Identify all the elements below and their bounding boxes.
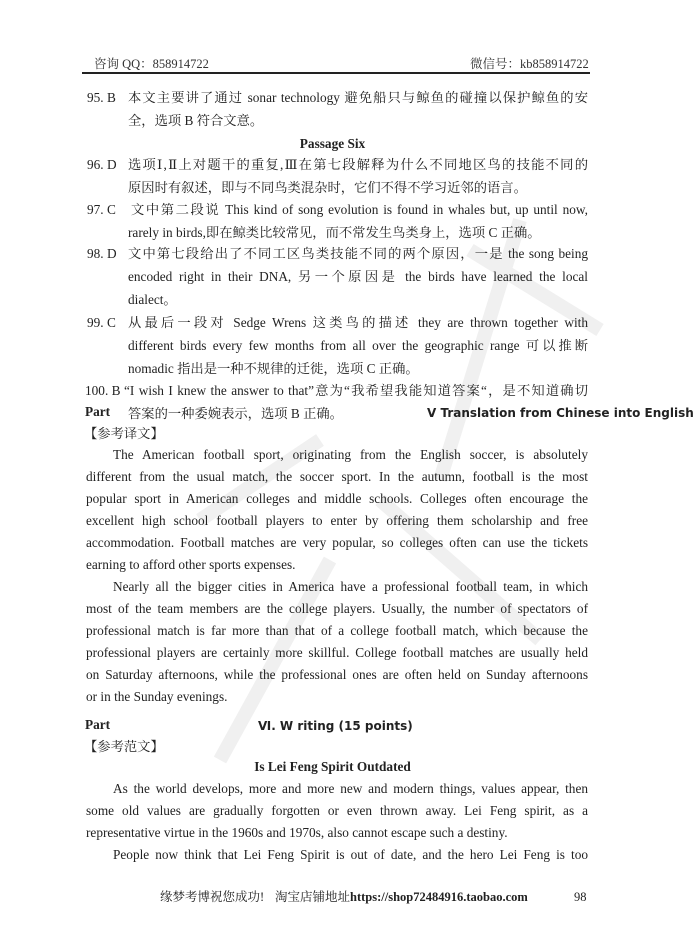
answer-number: 98. D	[87, 246, 117, 261]
reference-label: 【参考译文】	[84, 426, 164, 441]
answer-number: 95. B	[87, 90, 116, 105]
text-line: excellent high school football players to enter by offering them scholarship and free	[86, 513, 588, 528]
answer-line: nomadic 指出是一种不规律的迁徙，选项 C 正确。	[128, 361, 419, 376]
answer-line: 选项Ⅰ,Ⅱ上对题干的重复,Ⅲ在第七段解释为什么不同地区鸟的技能不同的	[128, 157, 588, 172]
answer-line: 文中第二段说 This kind of song evolution is found in whales but, up until now,	[131, 202, 588, 217]
header-contact-qq: 咨询 QQ：858914722	[94, 57, 209, 71]
answer-line: 文中第七段给出了不同工区鸟类技能不同的两个原因，一是 the song being	[128, 246, 588, 261]
text-line: professional players are certainly more skillful. College football matches are usually held	[86, 645, 588, 660]
text-line: earning to afford other sports expenses.	[86, 557, 296, 572]
part-title: Ⅴ Translation from Chinese into English	[427, 406, 694, 420]
footer-slogan: 缘梦考博祝您成功!	[160, 890, 265, 904]
header-contact-wechat: 微信号：kb858914722	[470, 57, 589, 71]
answer-line: rarely in birds,即在鲸类比较常见，而不常发生鸟类身上，选项 C 正确。	[128, 225, 541, 240]
text-line: The American football sport, originating from the English soccer, is absolutely	[113, 447, 588, 462]
part-label: Part	[85, 404, 111, 419]
answer-number: 99. C	[87, 315, 116, 330]
section-title-passage-six: Passage Six	[299, 136, 366, 151]
answer-line: dialect。	[128, 292, 177, 307]
answer-line: 答案的一种委婉表示，选项 B 正确。	[128, 406, 343, 421]
part-label: Part	[85, 717, 111, 732]
answer-line: 从最后一段对 Sedge Wrens 这类鸟的描述 they are thrown together with	[128, 315, 588, 330]
text-line: some old values are gradually forgotten or even thrown away. Lei Feng spirit, as a	[86, 803, 588, 818]
text-line: on Saturday afternoons, while the professional ones are often held on Sunday afternoons	[86, 667, 588, 682]
answer-number: 96. D	[87, 157, 117, 172]
answer-line: 全，选项 B 符合文意。	[128, 113, 264, 128]
answer-line: encoded right in their DNA, 另一个原因是 the birds have learned the local	[128, 269, 588, 284]
answer-line: different birds every few months from all over the geographic range 可以推断	[128, 338, 588, 353]
answer-line: “I wish I knew the answer to that”意为“我希望我能知道答案“，是不知道确切	[124, 383, 588, 398]
text-line: People now think that Lei Feng Spirit is out of date, and the hero Lei Feng is too	[113, 847, 588, 862]
answer-number: 97. C	[87, 202, 116, 217]
answer-line: 本文主要讲了通过 sonar technology 避免船只与鲸鱼的碰撞以保护鲸鱼的安	[128, 90, 588, 105]
text-line: most of the team members are the college players. Usually, the number of spectators of	[86, 601, 588, 616]
answer-line: 原因时有叙述，即与不同鸟类混杂时，它们不得不学习近邻的语言。	[128, 180, 527, 195]
reference-label: 【参考范文】	[84, 739, 164, 754]
header-divider	[82, 72, 590, 74]
footer-shop-link[interactable]: https://shop72484916.taobao.com	[350, 890, 528, 904]
text-line: professional match is far more than that of a college football match, which because the	[86, 623, 588, 638]
part-title: Ⅵ. W riting (15 points)	[258, 719, 413, 733]
text-line: popular sport in American colleges and middle schools. Colleges often encourage the	[86, 491, 588, 506]
essay-title: Is Lei Feng Spirit Outdated	[254, 759, 411, 774]
answer-number: 100. B	[85, 383, 121, 398]
text-line: As the world develops, more and more new and modern things, values appear, then	[113, 781, 588, 796]
text-line: accommodation. Football matches are very popular, so colleges often can use the tickets	[86, 535, 588, 550]
page-number: 98	[574, 890, 587, 904]
text-line: representative virtue in the 1960s and 1970s, also cannot escape such a destiny.	[86, 825, 508, 840]
text-line: or in the Sunday evenings.	[86, 689, 228, 704]
footer-shop-label: 淘宝店铺地址	[275, 890, 351, 904]
text-line: Nearly all the bigger cities in America have a professional football team, in which	[113, 579, 588, 594]
text-line: different from the usual match, the soccer sport. In the autumn, football is the most	[86, 469, 588, 484]
